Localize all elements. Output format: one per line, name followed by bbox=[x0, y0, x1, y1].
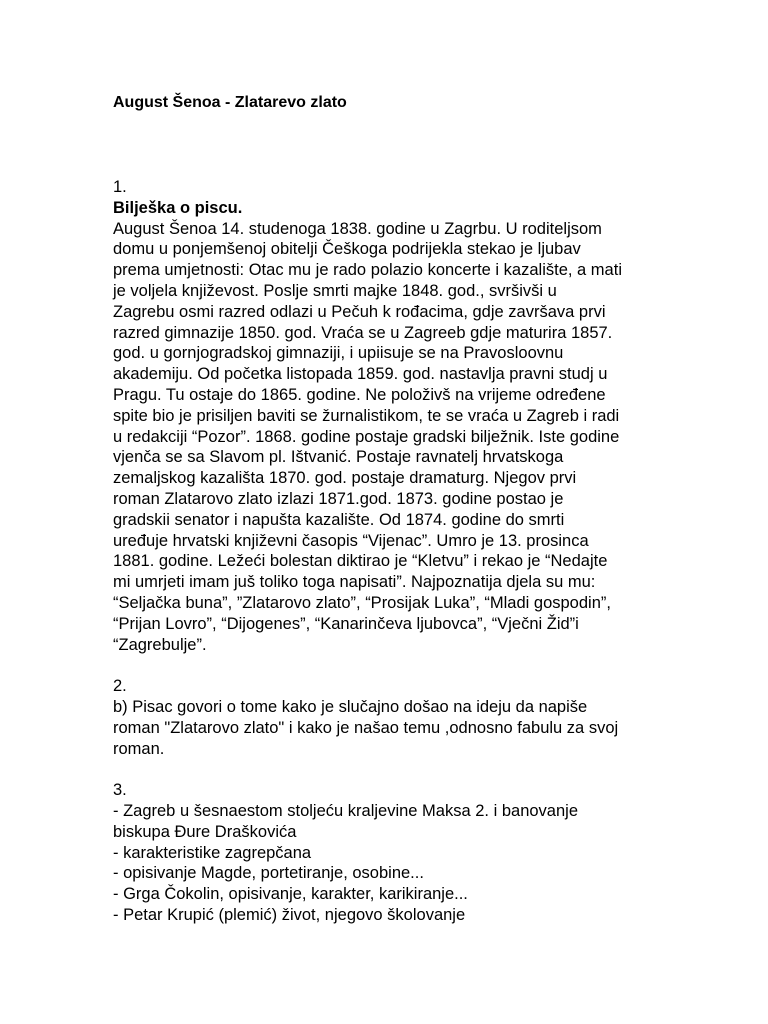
text-line: “Zagrebulje”. bbox=[113, 635, 207, 654]
text-line: razred gimnazije 1850. god. Vraća se u Zagreeb gdje maturira 1857. bbox=[113, 323, 613, 342]
text-line: Zagrebu osmi razred odlazi u Pečuh k rođacima, gdje završava prvi bbox=[113, 302, 606, 321]
text-line: “Prijan Lovro”, “Dijogenes”, “Kanarinčeva ljubovca”, “Vječni Žid”i bbox=[113, 614, 579, 633]
list-item: - opisivanje Magde, portetiranje, osobine... bbox=[113, 864, 424, 883]
text-line: “Seljačka buna”, ”Zlatarovo zlato”, “Prosijak Luka”, “Mladi gospodin”, bbox=[113, 593, 611, 612]
list-item: - Grga Čokolin, opisivanje, karakter, karikiranje... bbox=[113, 885, 468, 904]
list-item: - Petar Krupić (plemić) život, njegovo školovanje bbox=[113, 905, 466, 924]
text-line: je voljela književost. Poslje smrti majke 1848. god., svršivši u bbox=[113, 281, 557, 300]
text-line: uređuje hrvatski književni časopis “Vijenac”. Umro je 13. prosinca bbox=[113, 531, 589, 550]
list-item: - Zagreb u šesnaestom stoljeću kraljevine Maksa 2. i banovanje bbox=[113, 801, 578, 820]
text-line: vjenča se sa Slavom pl. Ištvanić. Postaje ravnatelj hrvatskoga bbox=[113, 448, 564, 467]
text-line: 1881. godine. Ležeći bolestan diktirao je “Kletvu” i rekao je “Nedajte bbox=[113, 552, 608, 571]
section-3-number: 3. bbox=[113, 781, 127, 800]
list-item: biskupa Đure Draškovića bbox=[113, 822, 297, 841]
paragraph-gap bbox=[113, 655, 753, 676]
text-line: roman. bbox=[113, 739, 165, 758]
text-line: Pragu. Tu ostaje do 1865. godine. Ne položivš na vrijeme određene bbox=[113, 385, 606, 404]
section-1-paragraph bbox=[113, 219, 753, 656]
text-line: god. u gornjogradskoj gimnaziji, i upiisuje se na Pravosloovnu bbox=[113, 344, 564, 363]
section-1-heading: Bilješka o piscu. bbox=[113, 198, 243, 217]
document-body bbox=[113, 177, 753, 926]
section-1-number: 1. bbox=[113, 178, 127, 196]
section-2-number: 2. bbox=[113, 677, 127, 696]
text-line: akademiju. Od početka listopada 1859. god. nastavlja pravni studj u bbox=[113, 365, 608, 384]
text-line: spite bio je prisiljen baviti se žurnalistikom, te se vraća u Zagreb i radi bbox=[113, 406, 620, 425]
text-line: roman "Zlatarovo zlato" i kako je našao temu ,odnosno fabulu za svoj bbox=[113, 718, 619, 737]
text-line: August Šenoa 14. studenoga 1838. godine u Zagrbu. U roditeljsom bbox=[113, 219, 602, 238]
text-line: mi umrjeti imam juš toliko toga napisati”. Najpoznatija djela su mu: bbox=[113, 573, 596, 592]
text-line: prema umjetnosti: Otac mu je rado polazio koncerte i kazalište, a mati bbox=[113, 261, 622, 280]
document-title: August Šenoa - Zlatarevo zlato bbox=[113, 94, 347, 111]
section-2-paragraph bbox=[113, 697, 753, 759]
text-line: roman Zlatarovo zlato izlazi 1871.god. 1873. godine postao je bbox=[113, 489, 564, 508]
text-line: zemaljskog kazališta 1870. god. postaje dramaturg. Njegov prvi bbox=[113, 469, 577, 488]
text-line: u redakciji “Pozor”. 1868. godine postaje gradski bilježnik. Iste godine bbox=[113, 427, 620, 446]
text-line: domu u ponjemšenoj obitelji Češkoga podrijekla stekao je ljubav bbox=[113, 240, 581, 259]
section-3-list bbox=[113, 801, 753, 926]
paragraph-gap bbox=[113, 759, 753, 780]
text-line: gradskii senator i napušta kazalište. Od 1874. godine do smrti bbox=[113, 510, 565, 529]
list-item: - karakteristike zagrepčana bbox=[113, 843, 312, 862]
text-line: b) Pisac govori o tome kako je slučajno došao na ideju da napiše bbox=[113, 697, 588, 716]
